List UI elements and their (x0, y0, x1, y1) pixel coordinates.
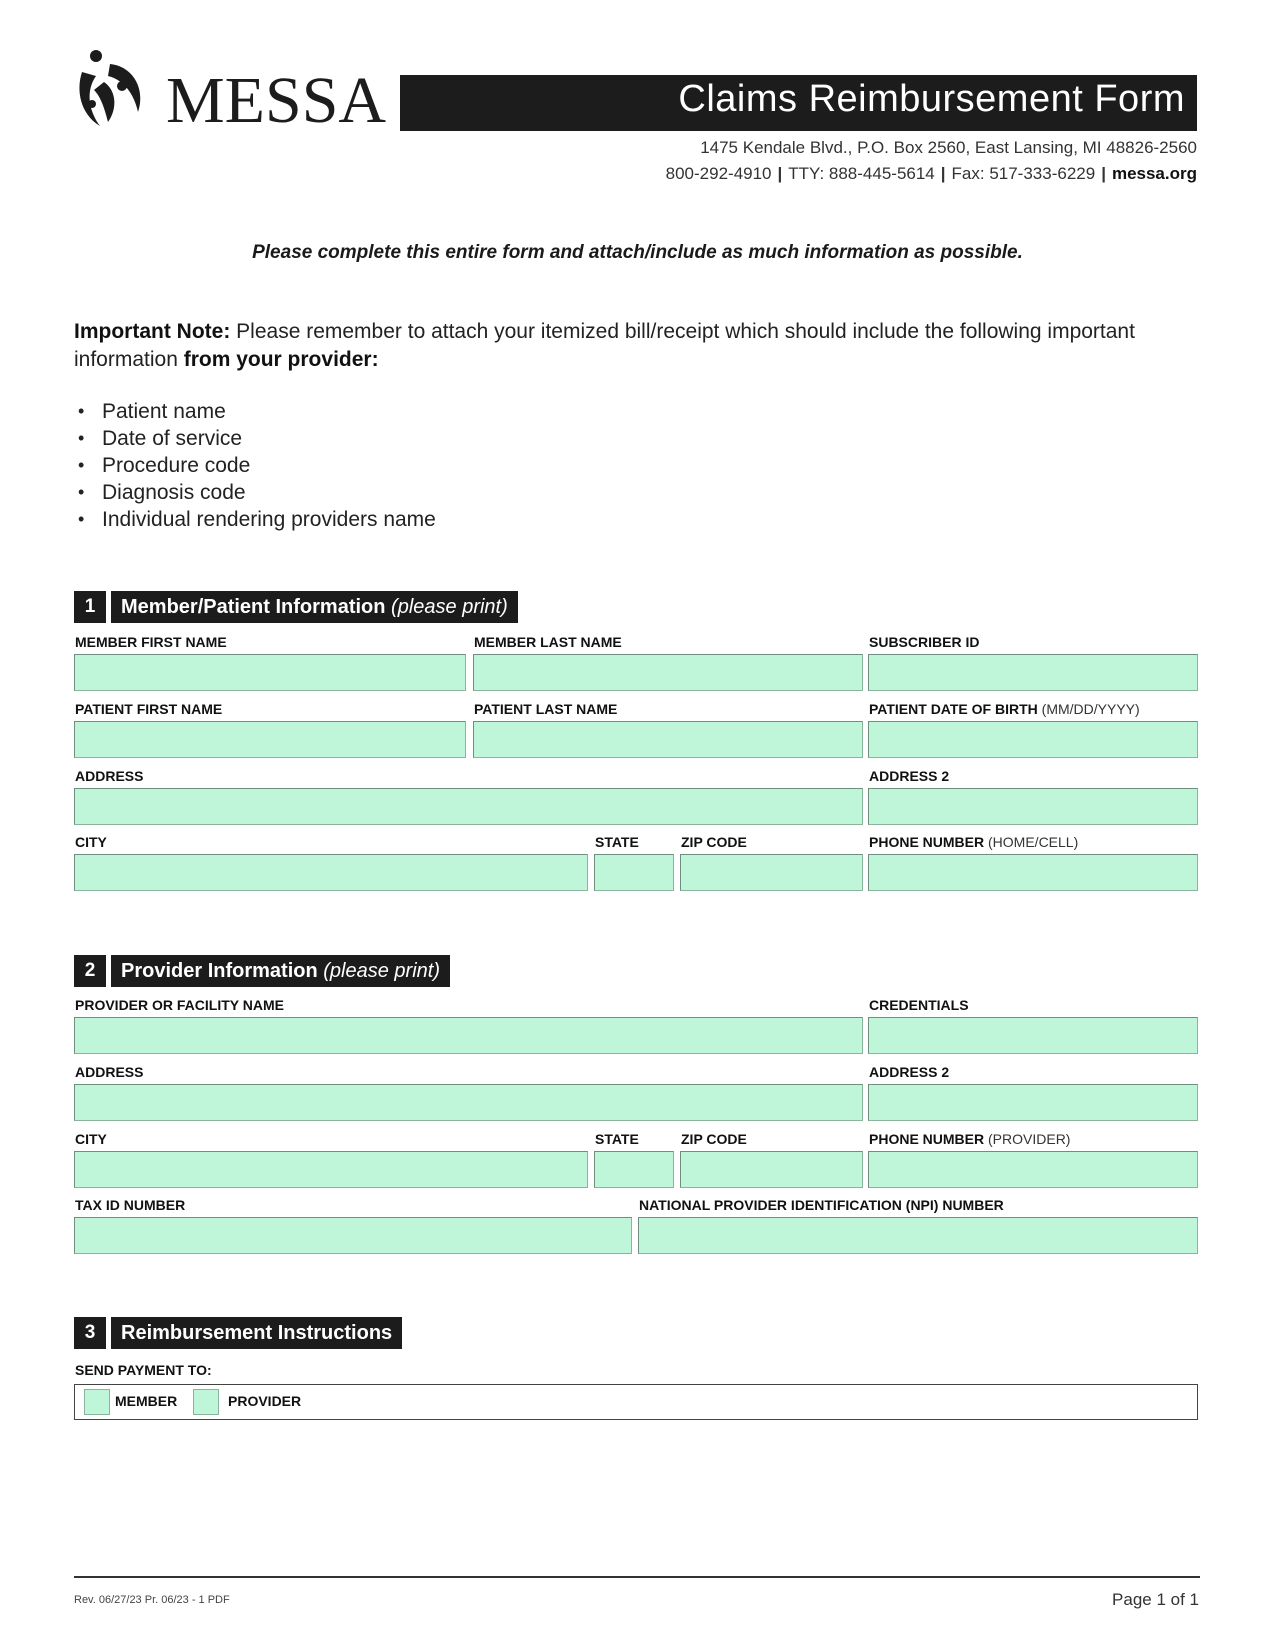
important-note (74, 318, 1194, 374)
provider-zip-code-field[interactable] (680, 1151, 863, 1188)
provider-address-2-field[interactable] (868, 1084, 1198, 1121)
member-option-label: MEMBER (115, 1393, 178, 1409)
tax-id-field[interactable] (74, 1217, 632, 1254)
address-label: ADDRESS (75, 768, 144, 784)
member-last-name-field[interactable] (473, 654, 863, 691)
state-field[interactable] (594, 854, 674, 891)
svg-text:MESSA: MESSA (166, 64, 387, 134)
provider-name-field[interactable] (74, 1017, 863, 1054)
provider-option-label: PROVIDER (228, 1393, 302, 1409)
patient-dob-field[interactable] (868, 721, 1198, 758)
npi-field[interactable] (638, 1217, 1198, 1254)
list-item: • Date of service (74, 425, 436, 452)
section-3-title: Reimbursement Instructions (111, 1317, 402, 1349)
subscriber-id-field[interactable] (868, 654, 1198, 691)
zip-code-field[interactable] (680, 854, 863, 891)
credentials-label: CREDENTIALS (869, 997, 969, 1013)
tax-id-label: TAX ID NUMBER (75, 1197, 186, 1213)
send-payment-label: SEND PAYMENT TO: (75, 1362, 212, 1378)
provider-city-field[interactable] (74, 1151, 588, 1188)
intro-instruction: Please complete this entire form and attach/include as much information as possible. (252, 242, 1023, 263)
provider-phone-label: PHONE NUMBER (PROVIDER) (869, 1131, 1071, 1147)
provider-checkbox[interactable] (193, 1389, 219, 1415)
page-number: Page 1 of 1 (1112, 1590, 1199, 1609)
provider-address-2-label: ADDRESS 2 (869, 1064, 950, 1080)
fax-number: Fax: 517-333-6229 (951, 164, 1096, 183)
section-1-title: Member/Patient Information (please print) (111, 591, 518, 623)
member-last-name-label: MEMBER LAST NAME (474, 634, 622, 650)
credentials-field[interactable] (868, 1017, 1198, 1054)
phone-number: 800-292-4910 (665, 164, 772, 183)
patient-last-name-field[interactable] (473, 721, 863, 758)
list-item: • Individual rendering providers name (74, 506, 436, 533)
note-emphasis: from your provider: (183, 348, 379, 371)
provider-address-field[interactable] (74, 1084, 863, 1121)
messa-logo (74, 50, 394, 134)
website-link[interactable]: messa.org (1111, 164, 1197, 183)
city-field[interactable] (74, 854, 588, 891)
city-label: CITY (75, 834, 107, 850)
provider-address-label: ADDRESS (75, 1064, 144, 1080)
required-items-list (74, 398, 436, 533)
title-bar (400, 75, 1197, 131)
npi-label: NATIONAL PROVIDER IDENTIFICATION (NPI) NUMBER (639, 1197, 1004, 1213)
list-item: • Procedure code (74, 452, 436, 479)
address-2-label: ADDRESS 2 (869, 768, 950, 784)
form-title: Claims Reimbursement Form (678, 78, 1185, 120)
provider-zip-code-label: ZIP CODE (681, 1131, 747, 1147)
address-field[interactable] (74, 788, 863, 825)
zip-code-label: ZIP CODE (681, 834, 747, 850)
section-3-number: 3 (74, 1317, 106, 1349)
provider-city-label: CITY (75, 1131, 107, 1147)
note-text: Please remember to attach your itemized bill/receipt which should include the following important information (74, 320, 1135, 371)
contact-line: 800-292-4910 | TTY: 888-445-5614 | Fax: 517-333-6229 | messa.org (665, 164, 1197, 183)
revision-info: Rev. 06/27/23 Pr. 06/23 - 1 PDF (74, 1594, 230, 1606)
address-2-field[interactable] (868, 788, 1198, 825)
list-item: • Diagnosis code (74, 479, 436, 506)
provider-state-field[interactable] (594, 1151, 674, 1188)
phone-number-field[interactable] (868, 854, 1198, 891)
phone-number-label: PHONE NUMBER (HOME/CELL) (869, 834, 1079, 850)
patient-first-name-field[interactable] (74, 721, 466, 758)
subscriber-id-label: SUBSCRIBER ID (869, 634, 980, 650)
provider-state-label: STATE (595, 1131, 639, 1147)
member-checkbox[interactable] (84, 1389, 110, 1415)
provider-phone-field[interactable] (868, 1151, 1198, 1188)
list-item: • Patient name (74, 398, 436, 425)
tty-number: TTY: 888-445-5614 (788, 164, 935, 183)
section-2-number: 2 (74, 955, 106, 987)
member-first-name-field[interactable] (74, 654, 466, 691)
mailing-address: 1475 Kendale Blvd., P.O. Box 2560, East Lansing, MI 48826-2560 (700, 138, 1197, 157)
state-label: STATE (595, 834, 639, 850)
section-1-number: 1 (74, 591, 106, 623)
provider-name-label: PROVIDER OR FACILITY NAME (75, 997, 284, 1013)
footer-divider (74, 1576, 1200, 1578)
section-2-title: Provider Information (please print) (111, 955, 450, 987)
member-first-name-label: MEMBER FIRST NAME (75, 634, 227, 650)
note-label: Important Note: (74, 320, 231, 343)
patient-first-name-label: PATIENT FIRST NAME (75, 701, 223, 717)
patient-last-name-label: PATIENT LAST NAME (474, 701, 618, 717)
patient-dob-label: PATIENT DATE OF BIRTH (MM/DD/YYYY) (869, 701, 1140, 717)
